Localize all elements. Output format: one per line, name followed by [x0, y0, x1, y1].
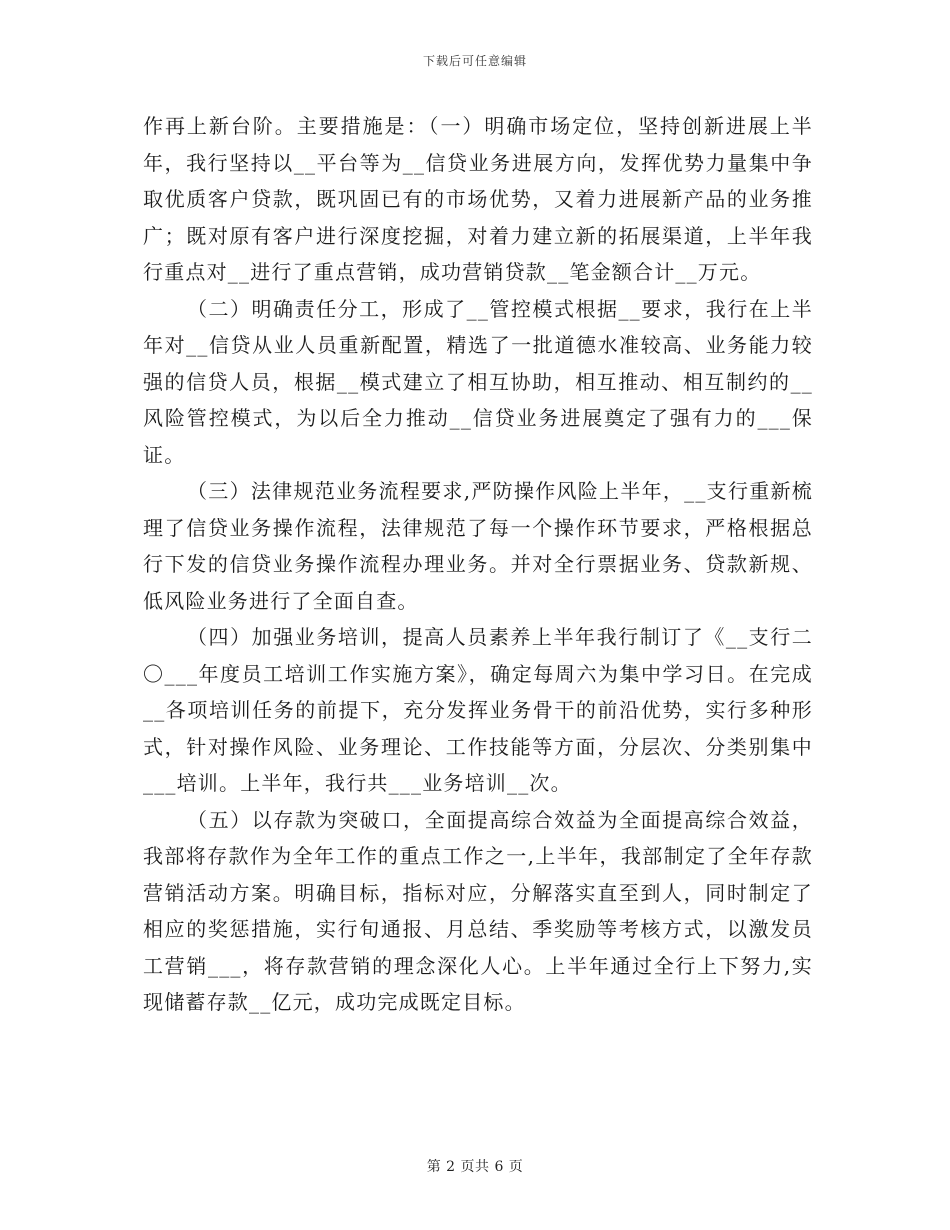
- paragraph-section-3: （三）法律规范业务流程要求,严防操作风险上半年，__支行重新梳理了信贷业务操作流程，法律规范了每一个操作环节要求，严格根据总行下发的信贷业务操作流程办理业务。并对全行票据业务、贷款新规、低风险业务进行了全面自查。: [143, 479, 813, 613]
- page-number-footer: 第 2 页共 6 页: [426, 1159, 524, 1175]
- document-body: [143, 108, 813, 1021]
- paragraph-section-4: （四）加强业务培训，提高人员素养上半年我行制订了《__支行二〇___年度员工培训工作实施方案》，确定每周六为集中学习日。在完成__各项培训任务的前提下，充分发挥业务骨干的前沿优势，实行多种形式，针对操作风险、业务理论、工作技能等方面，分层次、分类别集中___培训。上半年，我行共___业务培训__次。: [143, 625, 813, 795]
- paragraph-continuation: 作再上新台阶。主要措施是：（一）明确市场定位，坚持创新进展上半年，我行坚持以__平台等为__信贷业务进展方向，发挥优势力量集中争取优质客户贷款，既巩固已有的市场优势，又着力进展新产品的业务推广；既对原有客户进行深度挖掘，对着力建立新的拓展渠道，上半年我行重点对__进行了重点营销，成功营销贷款__笔金额合计__万元。: [143, 114, 813, 284]
- paragraph-section-5: （五）以存款为突破口，全面提高综合效益为全面提高综合效益，我部将存款作为全年工作的重点工作之一,上半年，我部制定了全年存款营销活动方案。明确目标，指标对应，分解落实直至到人，同时制定了相应的奖惩措施，实行旬通报、月总结、季奖励等考核方式，以激发员工营销___，将存款营销的理念深化人心。上半年通过全行上下努力,实现储蓄存款__亿元，成功完成既定目标。: [143, 807, 813, 1014]
- paragraph-section-2: （二）明确责任分工，形成了__管控模式根据__要求，我行在上半年对__信贷从业人员重新配置，精选了一批道德水准较高、业务能力较强的信贷人员，根据__模式建立了相互协助，相互推动、相互制约的__风险管控模式，为以后全力推动__信贷业务进展奠定了强有力的___保证。: [143, 296, 813, 467]
- page-header: 下载后可任意编辑: [422, 54, 527, 68]
